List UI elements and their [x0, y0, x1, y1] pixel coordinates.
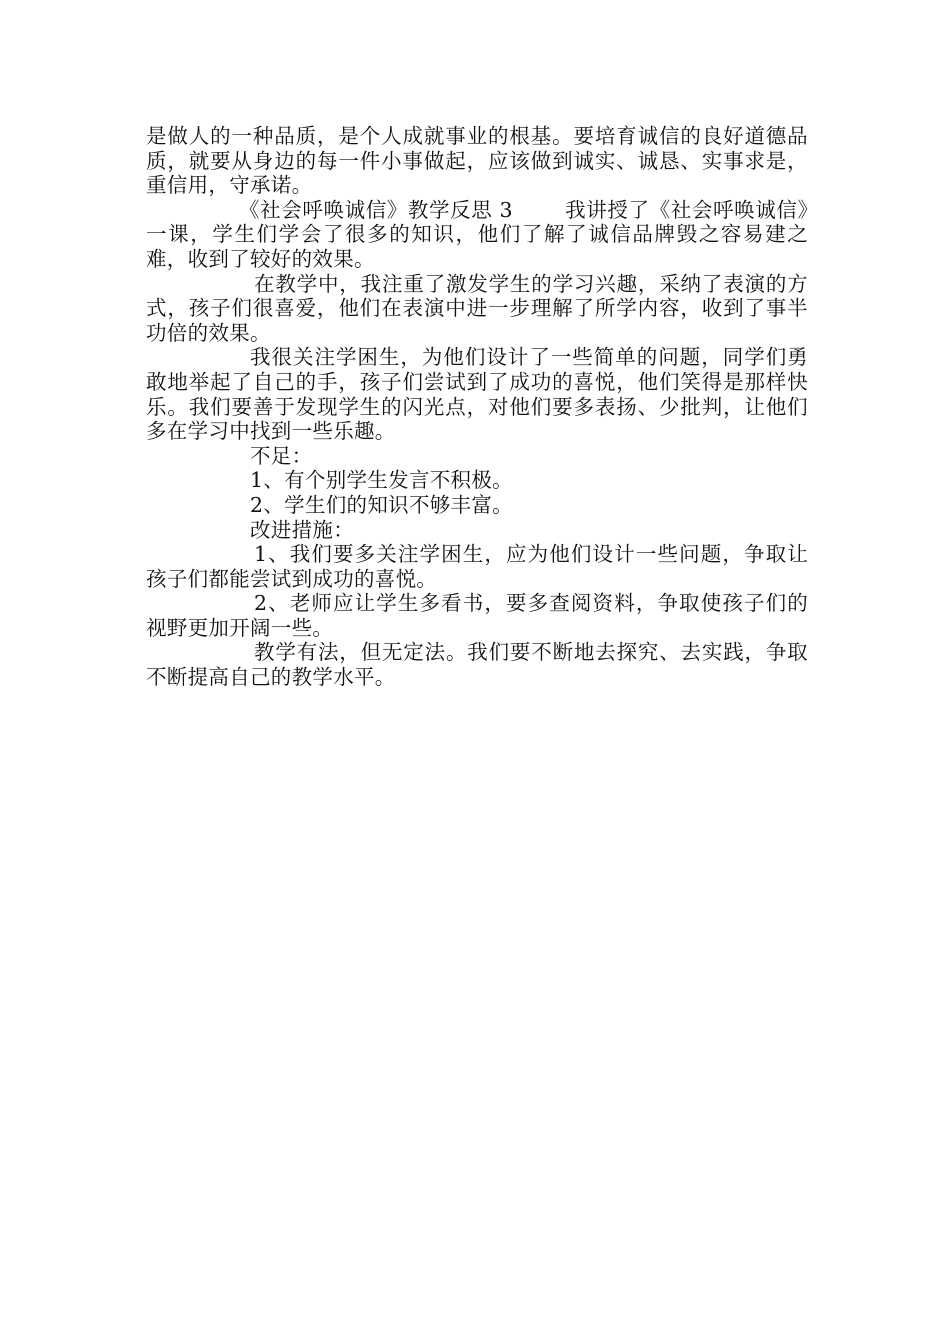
paragraph-struggling-students: 我很关注学困生，为他们设计了一些简单的问题，同学们勇敢地举起了自己的手，孩子们尝试到了成功的喜悦，他们笑得是那样快乐。我们要善于发现学生的闪光点，对他们要多表扬、少批判，让他们多在学习中找到一些乐趣。 [146, 345, 808, 444]
document-body [146, 124, 808, 690]
reflection-title: 《社会呼唤诚信》教学反思 3 [239, 197, 513, 222]
improvements-label: 改进措施： [250, 517, 354, 542]
paragraph-integrity-quality: 是做人的一种品质，是个人成就事业的根基。要培育诚信的良好道德品质，就要从身边的每一件小事做起，应该做到诚实、诚恳、实事求是，重信用，守承诺。 [146, 124, 808, 198]
shortcoming-item: 2、学生们的知识不够丰富。 [250, 492, 513, 517]
reflection-intro-text: 我讲授了《社会呼唤诚信》一课，学生们学会了很多的知识，他们了解了诚信品牌毁之容易建之难，收到了较好的效果。 [146, 197, 808, 271]
shortcoming-item: 1、有个别学生发言不积极。 [250, 468, 513, 493]
shortcomings-label: 不足： [250, 443, 313, 468]
paragraph-closing: 教学有法，但无定法。我们要不断地去探究、去实践，争取不断提高自己的教学水平。 [146, 640, 808, 690]
improvement-item: 2、老师应让学生多看书，要多查阅资料，争取使孩子们的视野更加开阔一些。 [146, 591, 808, 640]
improvement-item: 1、我们要多关注学困生，应为他们设计一些问题，争取让孩子们都能尝试到成功的喜悦。 [146, 542, 808, 591]
paragraph-teaching-method: 在教学中，我注重了激发学生的学习兴趣，采纳了表演的方式，孩子们很喜爱，他们在表演中进一步理解了所学内容，收到了事半功倍的效果。 [146, 271, 808, 345]
paragraph-reflection-intro [146, 198, 808, 272]
